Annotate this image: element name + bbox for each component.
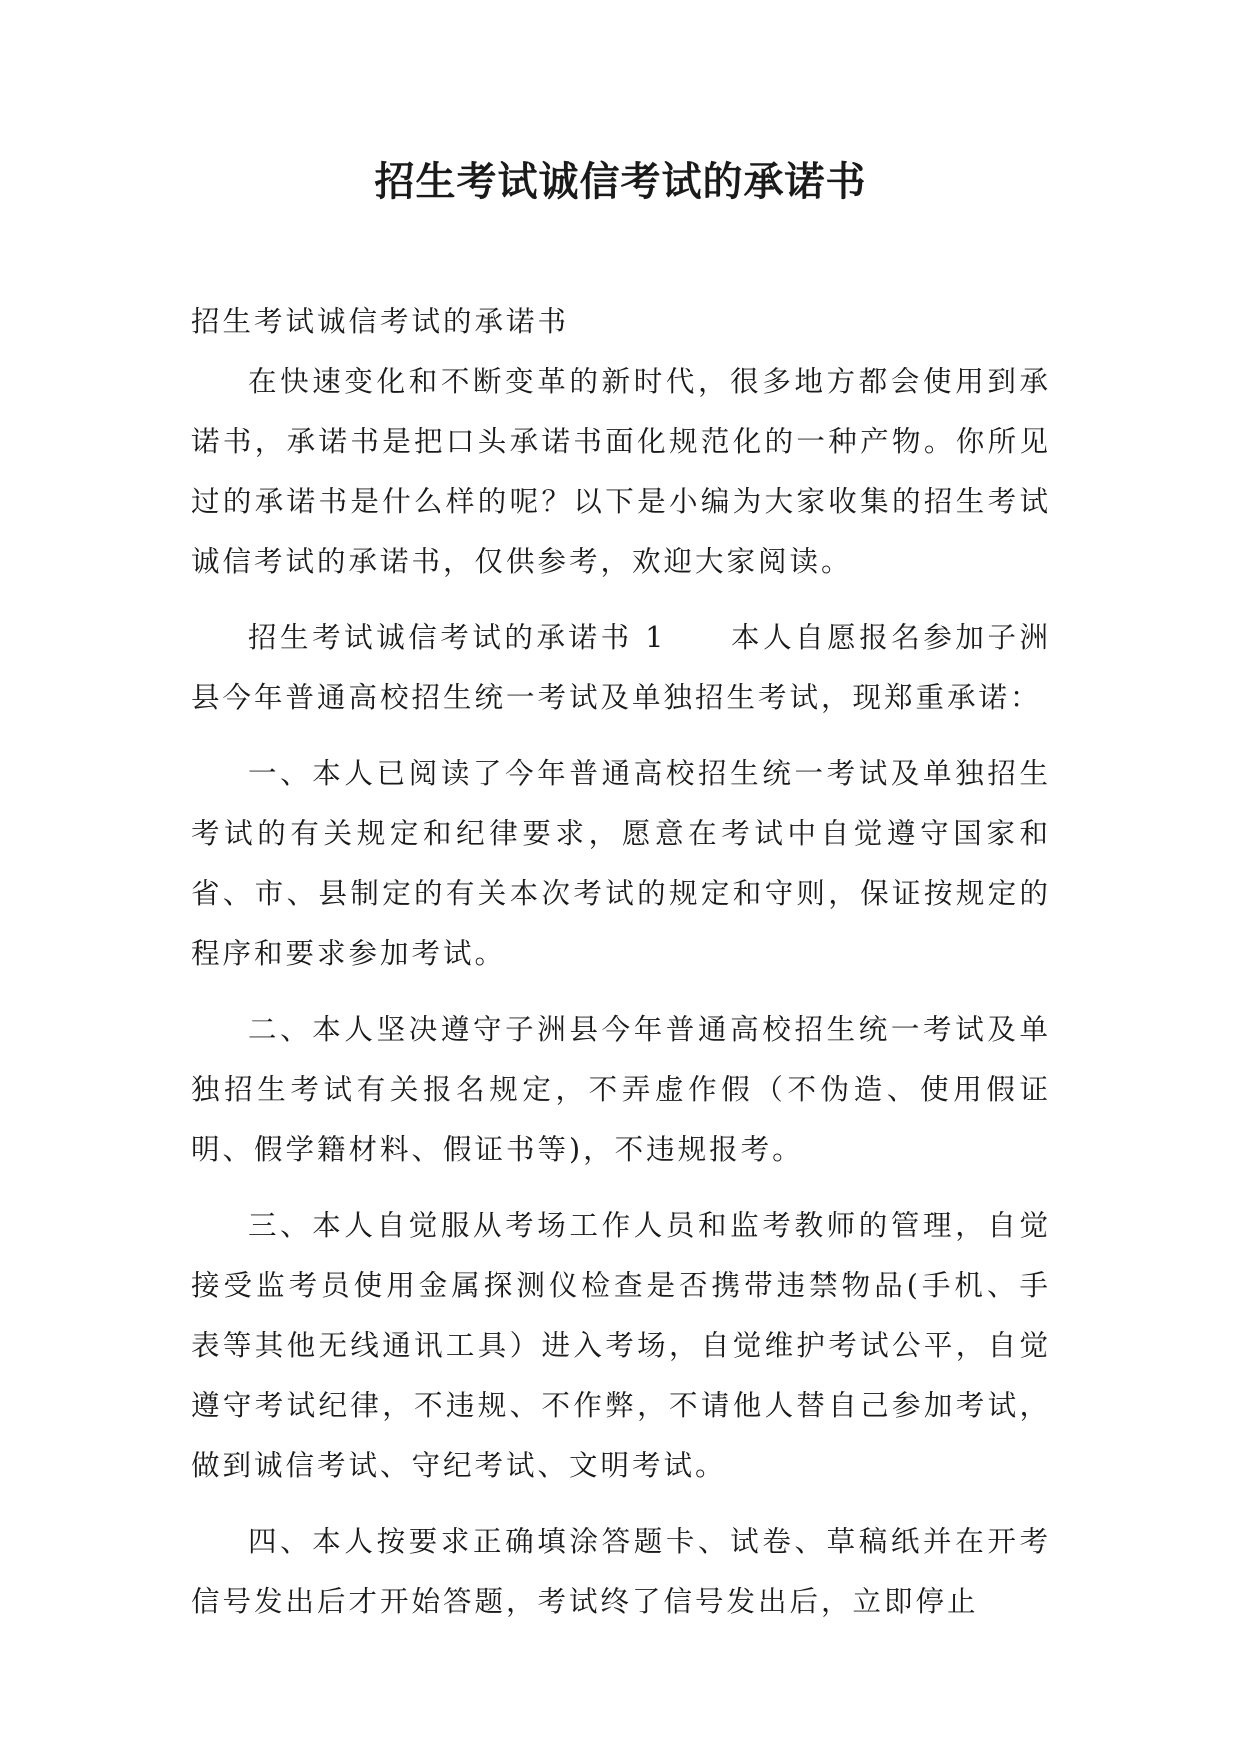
document-body [191,292,1051,1632]
paragraph-item-4: 四、本人按要求正确填涂答题卡、试卷、草稿纸并在开考信号发出后才开始答题，考试终了信号发出后，立即停止 [191,1525,1051,1618]
document-subtitle-line: 招生考试诚信考试的承诺书 [191,305,570,338]
paragraph-item-3: 三、本人自觉服从考场工作人员和监考教师的管理，自觉接受监考员使用金属探测仪检查是否携带违禁物品(手机、手表等其他无线通讯工具）进入考场，自觉维护考试公平，自觉遵守考试纪律，不违规、不作弊，不请他人替自己参加考试，做到诚信考试、守纪考试、文明考试。 [191,1209,1051,1482]
paragraph-item-1: 一、本人已阅读了今年普通高校招生统一考试及单独招生考试的有关规定和纪律要求，愿意在考试中自觉遵守国家和省、市、县制定的有关本次考试的规定和守则，保证按规定的程序和要求参加考试。 [191,757,1051,970]
paragraph-item-2: 二、本人坚决遵守子洲县今年普通高校招生统一考试及单独招生考试有关报名规定，不弄虚作假（不伪造、使用假证明、假学籍材料、假证书等)，不违规报考。 [191,1013,1051,1166]
paragraph-intro: 在快速变化和不断变革的新时代，很多地方都会使用到承诺书，承诺书是把口头承诺书面化规范化的一种产物。你所见过的承诺书是什么样的呢？以下是小编为大家收集的招生考试诚信考试的承诺书，仅供参考，欢迎大家阅读。 [191,365,1051,578]
document-title: 招生考试诚信考试的承诺书 [374,159,867,205]
paragraph-commitment-opening: 招生考试诚信考试的承诺书 1 本人自愿报名参加子洲县今年普通高校招生统一考试及单独招生考试，现郑重承诺： [191,621,1051,714]
